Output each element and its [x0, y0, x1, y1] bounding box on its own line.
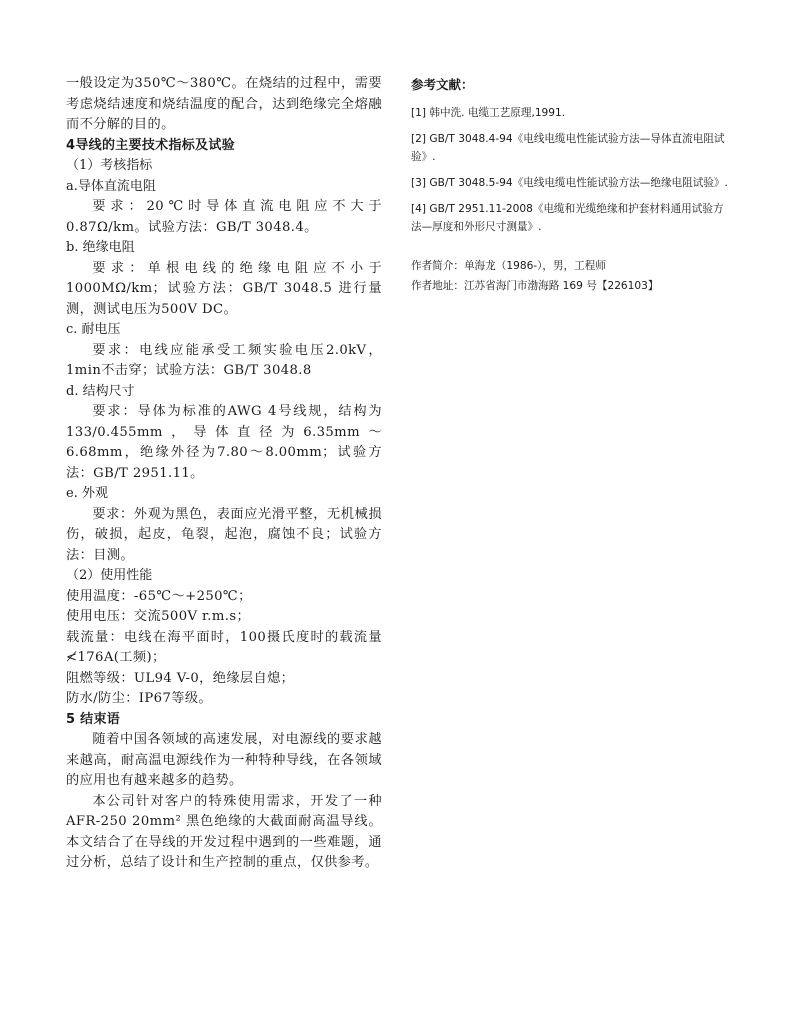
conclusion-paragraph-1: 随着中国各领域的高速发展，对电源线的要求越来越高，耐高温电源线作为一种特种导线，在各领域的应用也有越来越多的趋势。 — [66, 732, 382, 788]
use-voltage: 使用电压：交流500V r.m.s； — [66, 609, 251, 624]
item-c-label: c. 耐电压 — [66, 322, 121, 337]
item-c-text: 要求：电线应能承受工频实验电压2.0kV，1min不击穿；试验方法：GB/T 3048.8 — [66, 342, 382, 378]
author-info — [411, 256, 729, 296]
reference-item: [4] GB/T 2951.11-2008《电缆和光缆绝缘和护套材料通用试验方法—厚度和外形尺寸测量》. — [411, 203, 724, 233]
item-d-text: 要求：导体为标准的AWG 4号线规，结构为133/0.455mm，导体直径为6.35mm～6.68mm，绝缘外径为7.80～8.00mm；试验方法：GB/T 2951.11。 — [66, 404, 382, 481]
section-5-heading: 5 结束语 — [66, 711, 121, 727]
left-column — [66, 74, 382, 874]
conclusion-paragraph-2: 本公司针对客户的特殊使用需求，开发了一种AFR-250 20mm² 黑色绝缘的大截面耐高温导线。本文结合了在导线的开发过程中遇到的一些难题，通过分析，总结了设计和生产控制的重点，仅供参考。 — [66, 793, 382, 870]
section-4-heading: 4导线的主要技术指标及试验 — [66, 137, 235, 153]
references-heading: 参考文献： — [411, 77, 474, 92]
reference-item: [3] GB/T 3048.5-94《电线电缆电性能试验方法—绝缘电阻试验》. — [411, 177, 728, 189]
use-temperature: 使用温度：-65℃～+250℃； — [66, 588, 252, 604]
intro-paragraph: 一般设定为350℃～380℃。在烧结的过程中，需要考虑烧结速度和烧结温度的配合，达到绝缘完全熔融而不分解的目的。 — [66, 76, 382, 132]
subsection-1-heading: （1）考核指标 — [66, 158, 153, 173]
subsection-2-heading: （2）使用性能 — [66, 568, 153, 583]
item-a-label: a.导体直流电阻 — [66, 178, 156, 194]
current-capacity: 载流量：电线在海平面时，100摄氏度时的载流量≮176A(工频)； — [66, 629, 382, 665]
reference-item: [1] 韩中洗. 电缆工艺原理,1991. — [411, 107, 566, 119]
flame-rating: 阻燃等级：UL94 V-0，绝缘层自熄； — [66, 670, 295, 686]
author-address: 作者地址：江苏省海门市渤海路 169 号【226103】 — [411, 280, 659, 292]
item-d-label: d. 结构尺寸 — [66, 383, 135, 399]
right-column — [411, 76, 729, 296]
water-dust-rating: 防水/防尘：IP67等级。 — [66, 691, 213, 706]
item-e-text: 要求：外观为黑色，表面应光滑平整，无机械损伤，破损，起皮，龟裂，起泡，腐蚀不良；试验方法：目测。 — [66, 506, 382, 563]
author-intro: 作者简介：单海龙（1986-），男，工程师 — [411, 260, 606, 272]
item-e-label: e. 外观 — [66, 486, 108, 501]
reference-item: [2] GB/T 3048.4-94《电线电缆电性能试验方法—导体直流电阻试验》. — [411, 133, 725, 163]
item-b-text: 要求：单根电线的绝缘电阻应不小于1000MΩ/km；试验方法：GB/T 3048.5 进行量测，测试电压为500V DC。 — [66, 260, 382, 317]
item-a-text: 要求：20℃时导体直流电阻应不大于0.87Ω/km。试验方法：GB/T 3048.4。 — [66, 199, 382, 235]
item-b-label: b. 绝缘电阻 — [66, 240, 135, 255]
